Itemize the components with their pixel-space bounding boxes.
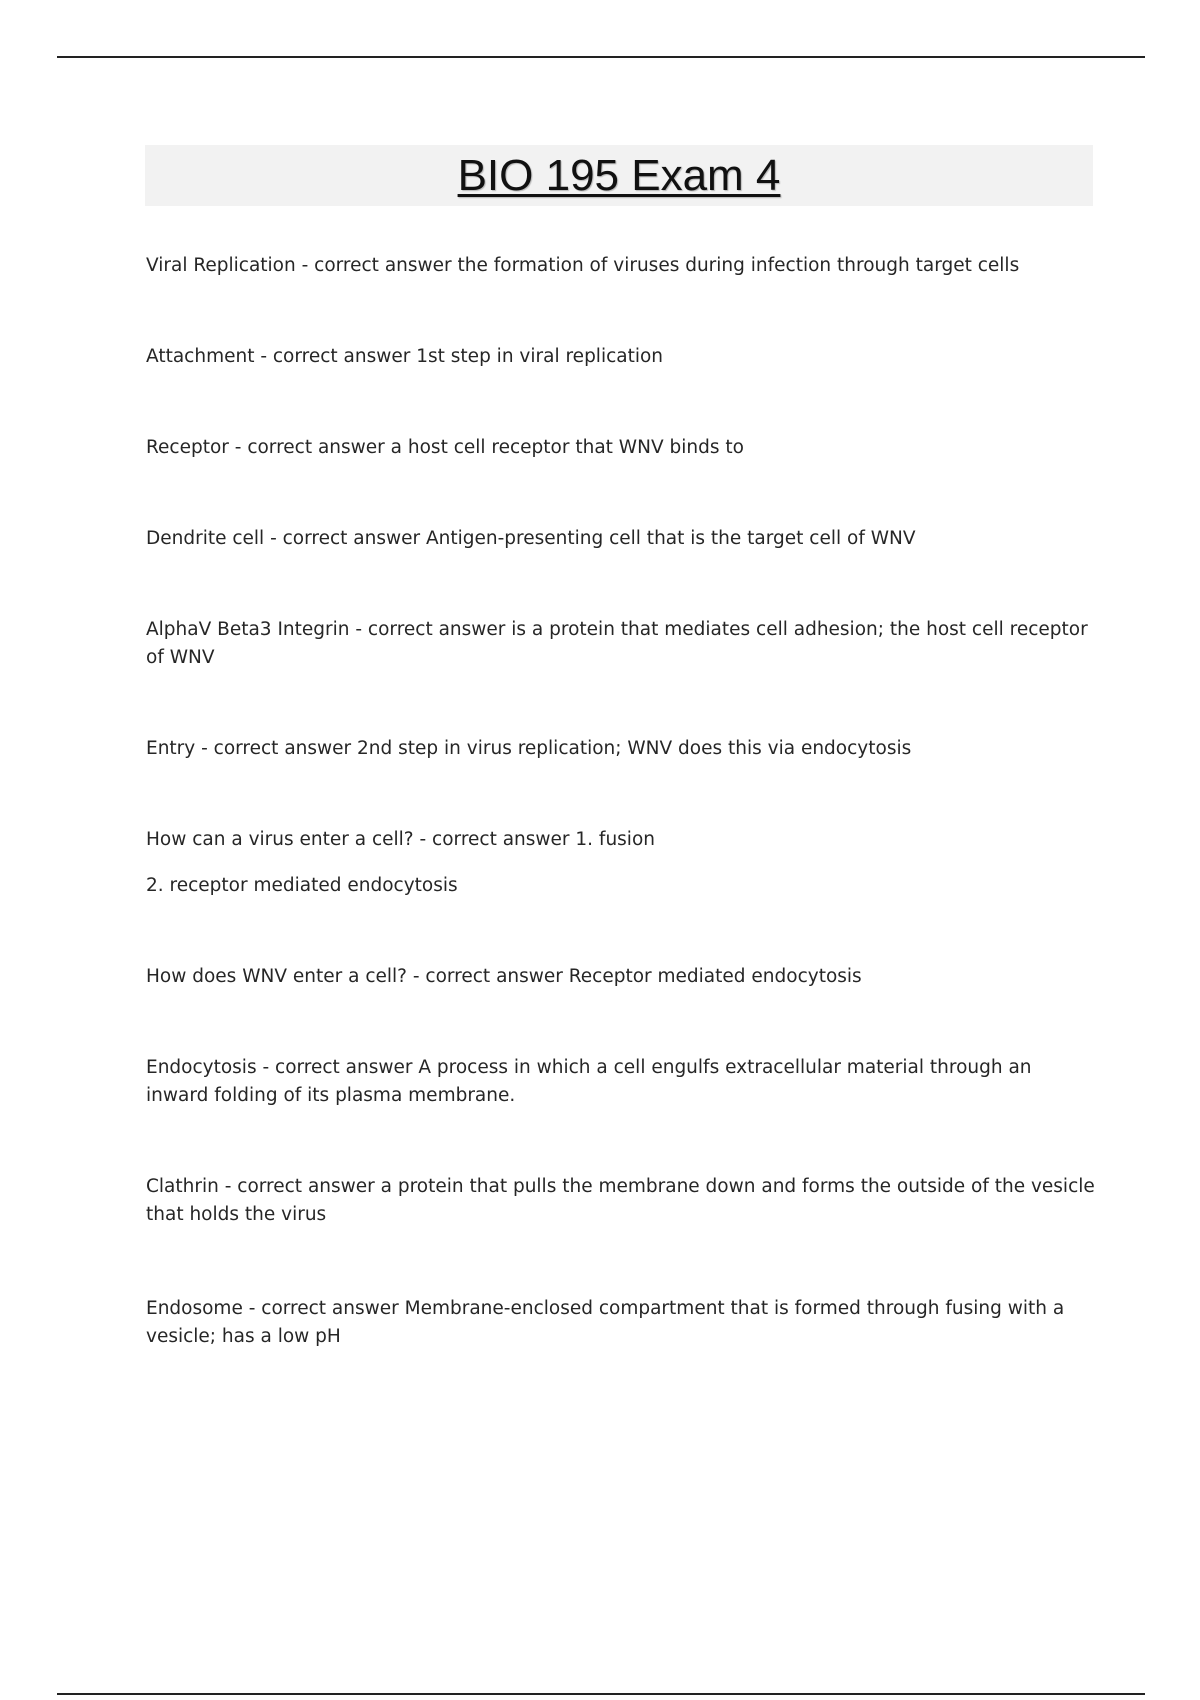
term-definition: Endocytosis - correct answer A process in which a cell engulfs extracellular material through an inward folding of its plasma membrane. bbox=[146, 1057, 1032, 1106]
list-item bbox=[146, 1173, 1096, 1229]
term-definition: AlphaV Beta3 Integrin - correct answer is a protein that mediates cell adhesion; the host cell receptor of WNV bbox=[146, 619, 1088, 668]
list-item bbox=[146, 1295, 1096, 1351]
term-definition: Clathrin - correct answer a protein that pulls the membrane down and forms the outside of the vesicle that holds the virus bbox=[146, 1176, 1095, 1225]
title-banner bbox=[145, 145, 1093, 206]
list-item bbox=[146, 963, 862, 991]
top-rule bbox=[57, 56, 1145, 58]
list-item bbox=[146, 434, 744, 462]
term-definition: How can a virus enter a cell? - correct answer 1. fusion bbox=[146, 829, 655, 850]
list-item bbox=[146, 343, 663, 371]
term-definition: Attachment - correct answer 1st step in viral replication bbox=[146, 346, 664, 367]
term-definition: Viral Replication - correct answer the formation of viruses during infection through target cells bbox=[146, 255, 1020, 276]
term-definition-continued: 2. receptor mediated endocytosis bbox=[146, 875, 458, 896]
list-item bbox=[146, 616, 1096, 672]
list-item bbox=[146, 826, 655, 854]
page-title: BIO 195 Exam 4 bbox=[457, 150, 781, 200]
list-item bbox=[146, 252, 1019, 280]
term-definition: Endosome - correct answer Membrane-enclosed compartment that is formed through fusing with a vesicle; has a low pH bbox=[146, 1298, 1065, 1347]
list-item-continuation bbox=[146, 872, 458, 900]
list-item bbox=[146, 525, 916, 553]
term-definition: Receptor - correct answer a host cell receptor that WNV binds to bbox=[146, 437, 744, 458]
term-definition: Entry - correct answer 2nd step in virus replication; WNV does this via endocytosis bbox=[146, 738, 912, 759]
term-definition: Dendrite cell - correct answer Antigen-presenting cell that is the target cell of WNV bbox=[146, 528, 916, 549]
list-item bbox=[146, 735, 911, 763]
bottom-rule bbox=[57, 1693, 1145, 1695]
term-definition: How does WNV enter a cell? - correct answer Receptor mediated endocytosis bbox=[146, 966, 862, 987]
list-item bbox=[146, 1054, 1096, 1110]
